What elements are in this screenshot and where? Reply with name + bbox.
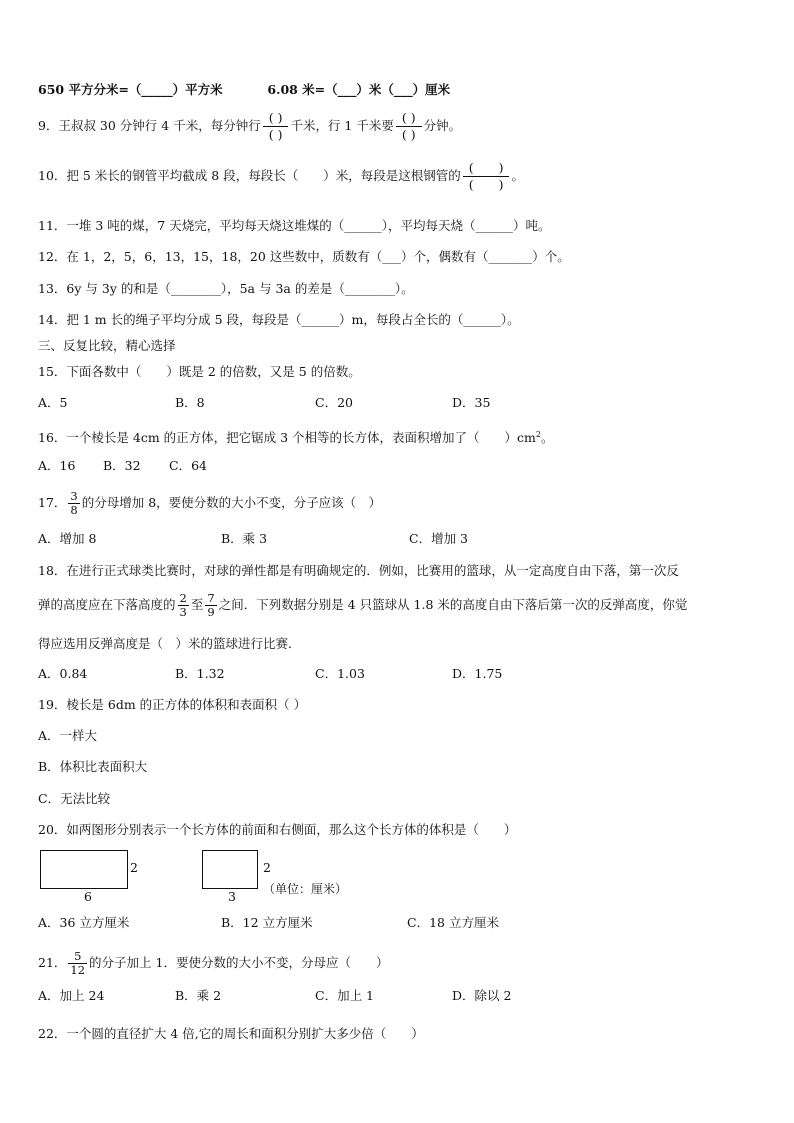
q20-option-a: A．36 立方厘米 <box>38 915 130 930</box>
q15-option-d: D．35 <box>452 395 491 410</box>
q19-stem: 19．棱长是 6dm 的正方体的体积和表面积（ ） <box>38 697 307 712</box>
q21-fraction: $\frac{5}{12}$ <box>70 949 86 977</box>
q20-fig1-width: 6 <box>84 889 92 904</box>
q18-option-b: B．1.32 <box>175 666 225 681</box>
q16-option-b: B．32 <box>103 458 141 473</box>
q18-fraction-1: $\frac{2}{3}$ <box>179 591 187 619</box>
q21-stem <box>38 950 388 977</box>
q20-options <box>38 914 499 932</box>
q15-options <box>38 394 490 412</box>
q9-line <box>38 110 461 143</box>
q20-fig2-height: 2 <box>263 860 271 875</box>
q17-options <box>38 530 468 548</box>
q17-number: 17． <box>38 495 67 510</box>
q10-text-a: 10．把 5 米长的钢管平均截成 8 段，每段长（ ）米，每段是这根钢管的 <box>38 168 461 183</box>
q20-stem: 20．如两图形分别表示一个长方体的前面和右侧面，那么这个长方体的体积是（ ） <box>38 822 517 837</box>
q17-option-c: C．增加 3 <box>409 531 468 546</box>
q16-superscript: 2 <box>535 430 542 439</box>
q20-fig1-height: 2 <box>130 860 138 875</box>
q18-options <box>38 665 502 683</box>
q21-option-a: A．加上 24 <box>38 988 105 1003</box>
q16-options <box>38 457 207 475</box>
q19-option-a: A．一样大 <box>38 728 98 743</box>
q17-fraction: $\frac{3}{8}$ <box>70 489 78 517</box>
q22-stem: 22．一个圆的直径扩大 4 倍,它的周长和面积分别扩大多少倍（ ） <box>38 1026 424 1041</box>
q18-option-c: C．1.03 <box>315 666 365 681</box>
q16-option-c: C．64 <box>169 458 207 473</box>
q14-line: 14．把 1 m 长的绳子平均分成 5 段，每段是（______）m，每段占全长的（______）。 <box>38 312 520 327</box>
q17-option-b: B．乘 3 <box>221 531 268 546</box>
q21-option-b: B．乘 2 <box>175 988 222 1003</box>
q15-stem: 15．下面各数中（ ）既是 2 的倍数，又是 5 的倍数。 <box>38 364 361 379</box>
q15-option-a: A．5 <box>38 395 68 410</box>
q8-right: 6.08 米=（___）米（___）厘米 <box>267 82 451 97</box>
q8-line <box>38 81 450 99</box>
q16-stem <box>38 426 554 447</box>
q16-stem-text: 16．一个棱长是 4cm 的正方体，把它锯成 3 个相等的长方体，表面积增加了（ ）cm <box>38 430 536 446</box>
q18-text-b: 之间．下列数据分别是 4 只篮球从 1.8 米的高度自由下落后第一次的反弹高度，你觉 <box>218 597 688 612</box>
q19-option-c: C．无法比较 <box>38 791 111 806</box>
q15-option-b: B．8 <box>175 395 205 410</box>
q20-option-b: B．12 立方厘米 <box>221 915 313 930</box>
q9-text-c: 分钟。 <box>423 118 462 133</box>
q18-text-a: 弹的高度应在下落高度的 <box>38 597 176 612</box>
q20-fig2-width: 3 <box>228 889 236 904</box>
q18-fraction-2: $\frac{7}{9}$ <box>207 591 215 619</box>
q18-option-d: D．1.75 <box>452 666 503 681</box>
section-3-heading: 三、反复比较，精心选择 <box>38 338 176 353</box>
q19-option-b: B．体积比表面积大 <box>38 759 148 774</box>
q9-text-a: 9．王叔叔 30 分钟行 4 千米，每分钟行 <box>38 118 261 133</box>
q18-line-2 <box>38 592 687 619</box>
q20-front-face-rectangle <box>40 850 128 889</box>
q20-unit-note: （单位：厘米） <box>263 882 348 896</box>
q21-options <box>38 987 511 1005</box>
q10-fraction: ( ) ( ) <box>463 160 510 193</box>
q18-option-a: A．0.84 <box>38 666 88 681</box>
q21-number: 21． <box>38 955 67 970</box>
q17-stem-text: 的分母增加 8，要使分数的大小不变，分子应该（ ） <box>81 495 382 510</box>
q18-text-mid: 至 <box>190 597 204 612</box>
q20-option-c: C．18 立方厘米 <box>407 915 499 930</box>
q18-line-1: 18．在进行正式球类比赛时，对球的弹性都是有明确规定的．例如，比赛用的篮球，从一定高度自由下落，第一次反 <box>38 563 679 578</box>
q16-option-a: A．16 <box>38 458 76 473</box>
q10-line <box>38 160 524 193</box>
q20-side-face-rectangle <box>202 850 258 889</box>
q16-stem-end: 。 <box>541 430 554 446</box>
q17-stem <box>38 490 381 517</box>
q21-option-d: D．除以 2 <box>452 988 512 1003</box>
q9-fraction-2: ( ) ( ) <box>396 110 422 143</box>
q10-text-c: 。 <box>511 168 524 183</box>
q21-stem-text: 的分子加上 1．要使分数的大小不变，分母应（ ） <box>89 955 389 970</box>
q21-option-c: C．加上 1 <box>315 988 374 1003</box>
q9-fraction-1: ( ) ( ) <box>263 110 289 143</box>
q12-line: 12．在 1，2，5，6，13，15，18，20 这些数中，质数有（___）个，偶数有（_______）个。 <box>38 249 570 264</box>
q11-line: 11．一堆 3 吨的煤，7 天烧完，平均每天烧这堆煤的（______），平均每天烧（______）吨。 <box>38 218 551 233</box>
q15-option-c: C．20 <box>315 395 353 410</box>
q13-line: 13．6y 与 3y 的和是（________），5a 与 3a 的差是（________）。 <box>38 281 414 296</box>
q8-left: 650 平方分米=（_____）平方米 <box>38 82 223 97</box>
q18-line-3: 得应选用反弹高度是（ ）米的篮球进行比赛． <box>38 636 301 651</box>
q9-text-b: 千米，行 1 千米要 <box>290 118 394 133</box>
q17-option-a: A．增加 8 <box>38 531 97 546</box>
